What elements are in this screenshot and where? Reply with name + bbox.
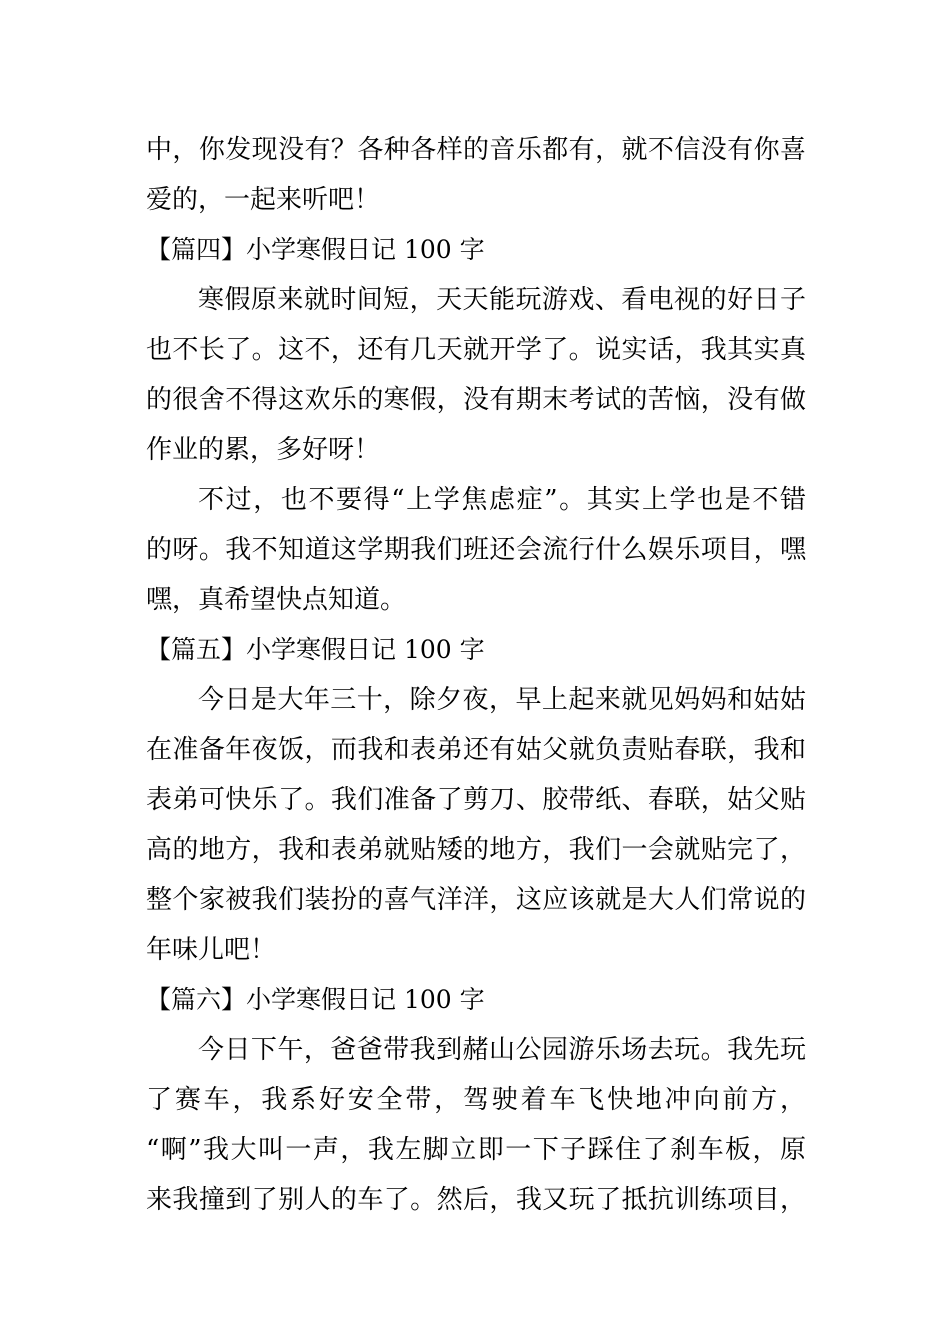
paragraph-line: 整个家被我们装扮的喜气洋洋，这应该就是大人们常说的 [146,885,806,915]
paragraph-line: 了赛车，我系好安全带，驾驶着车飞快地冲向前方， [146,1085,806,1115]
paragraph-line: 今日是大年三十，除夕夜，早上起来就见妈妈和姑姑 [198,685,806,715]
paragraph-line: 年味儿吧！ [146,935,277,965]
paragraph-line: 在准备年夜饭，而我和表弟还有姑父就负责贴春联，我和 [146,735,806,765]
paragraph-line: 高的地方，我和表弟就贴矮的地方，我们一会就贴完了， [146,835,806,865]
paragraph-line: 的呀。我不知道这学期我们班还会流行什么娱乐项目，嘿 [146,535,806,565]
paragraph-line: “啊”我大叫一声，我左脚立即一下子踩住了刹车板，原 [146,1135,806,1165]
paragraph-line: 也不长了。这不，还有几天就开学了。说实话，我其实真 [146,335,806,365]
paragraph-line: 嘿，真希望快点知道。 [146,585,407,615]
paragraph-line: 爱的，一起来听吧！ [146,185,381,215]
paragraph-line: 来我撞到了别人的车了。然后，我又玩了抵抗训练项目， [146,1185,806,1215]
paragraph-line: 不过，也不要得“上学焦虑症”。其实上学也是不错 [198,485,806,515]
paragraph-line: 今日下午，爸爸带我到赭山公园游乐场去玩。我先玩 [198,1035,806,1065]
paragraph-line: 的很舍不得这欢乐的寒假，没有期末考试的苦恼，没有做 [146,385,806,415]
paragraph-line: 中，你发现没有？各种各样的音乐都有，就不信没有你喜 [146,135,806,165]
section-heading-6: 【篇六】小学寒假日记 100 字 [146,985,485,1014]
paragraph-line: 表弟可快乐了。我们准备了剪刀、胶带纸、春联，姑父贴 [146,785,806,815]
section-heading-5: 【篇五】小学寒假日记 100 字 [146,635,485,664]
paragraph-line: 作业的累，多好呀！ [146,435,381,465]
paragraph-line: 寒假原来就时间短，天天能玩游戏、看电视的好日子 [198,285,806,315]
section-heading-4: 【篇四】小学寒假日记 100 字 [146,235,485,264]
